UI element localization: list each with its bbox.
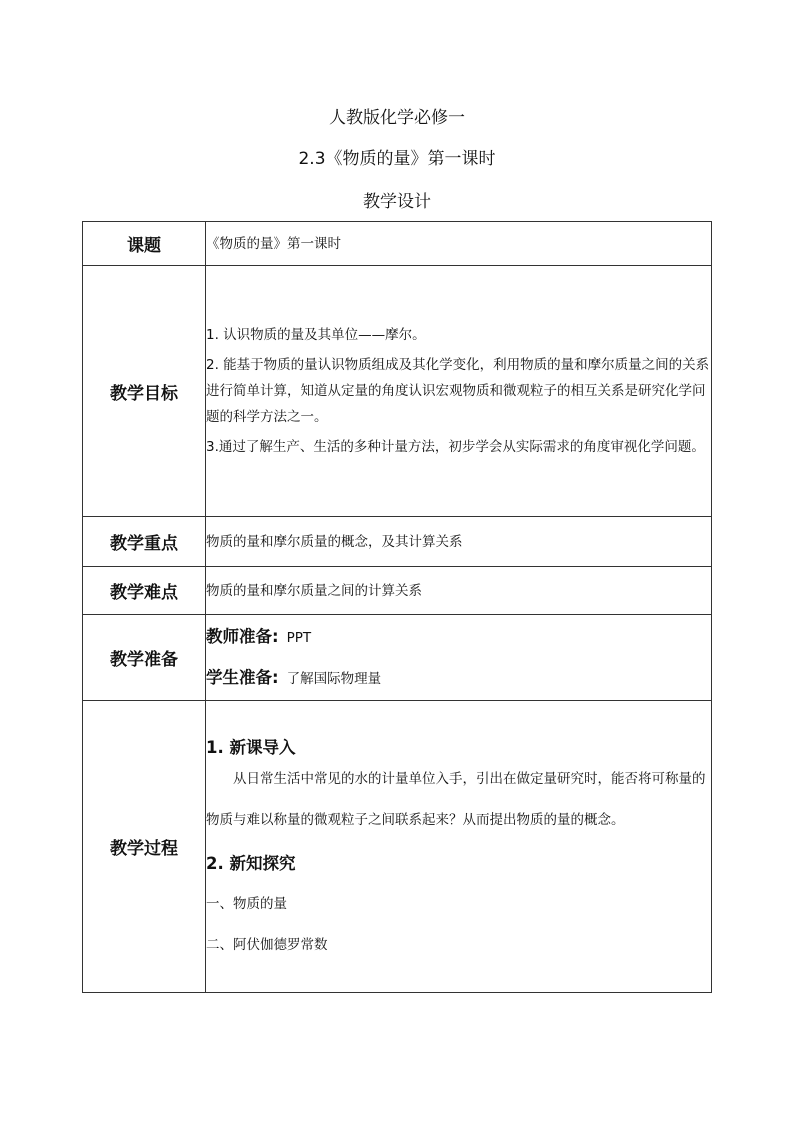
process-item: 一、物质的量	[206, 896, 287, 912]
label-process: 教学过程	[83, 701, 206, 993]
label-difficulties: 教学难点	[83, 567, 206, 615]
teacher-prep	[206, 626, 711, 649]
value-key-points	[206, 517, 712, 567]
teacher-prep-value: PPT	[286, 629, 312, 646]
difficulties-text: 物质的量和摩尔质量之间的计算关系	[206, 582, 422, 599]
key-points-text: 物质的量和摩尔质量的概念，及其计算关系	[206, 533, 463, 550]
process-item: 二、阿伏伽德罗常数	[206, 937, 328, 953]
step1-text: 从日常生活中常见的水的计量单位入手，引出在做定量研究时，能否将可称量的物质与难以称量的微观粒子之间联系起来？从而提出物质的量的概念。	[206, 771, 706, 828]
doc-title-type: 教学设计	[363, 192, 431, 212]
value-topic	[206, 222, 712, 266]
step2-title: 2. 新知探究	[206, 854, 296, 873]
goal-item: 3.通过了解生产、生活的多种计量方法，初步学会从实际需求的角度审视化学问题。	[206, 439, 705, 455]
row-process	[83, 701, 712, 993]
row-goals	[83, 266, 712, 517]
row-difficulties	[83, 567, 712, 615]
label-topic: 课题	[83, 222, 206, 266]
topic-text: 《物质的量》第一课时	[206, 235, 341, 252]
value-goals	[206, 266, 712, 517]
step1-title: 1. 新课导入	[206, 738, 296, 757]
row-topic	[83, 222, 712, 266]
goal-item: 1. 认识物质的量及其单位——摩尔。	[206, 327, 426, 343]
teacher-prep-label: 教师准备:	[206, 626, 279, 646]
value-process	[206, 701, 712, 993]
student-prep	[206, 667, 711, 690]
lesson-plan-table	[82, 221, 712, 993]
label-preparation: 教学准备	[83, 615, 206, 701]
student-prep-value: 了解国际物理量	[286, 670, 382, 687]
label-goals: 教学目标	[83, 266, 206, 517]
doc-title-publisher: 人教版化学必修一	[329, 108, 465, 128]
row-preparation	[83, 615, 712, 701]
value-preparation	[206, 615, 712, 701]
doc-title-lesson: 2.3《物质的量》第一课时	[298, 149, 496, 169]
label-key-points: 教学重点	[83, 517, 206, 567]
goal-item: 2. 能基于物质的量认识物质组成及其化学变化，利用物质的量和摩尔质量之间的关系进行简单计算，知道从定量的角度认识宏观物质和微观粒子的相互关系是研究化学问题的科学方法之一。	[206, 357, 710, 425]
student-prep-label: 学生准备:	[206, 667, 279, 687]
row-key-points	[83, 517, 712, 567]
value-difficulties	[206, 567, 712, 615]
